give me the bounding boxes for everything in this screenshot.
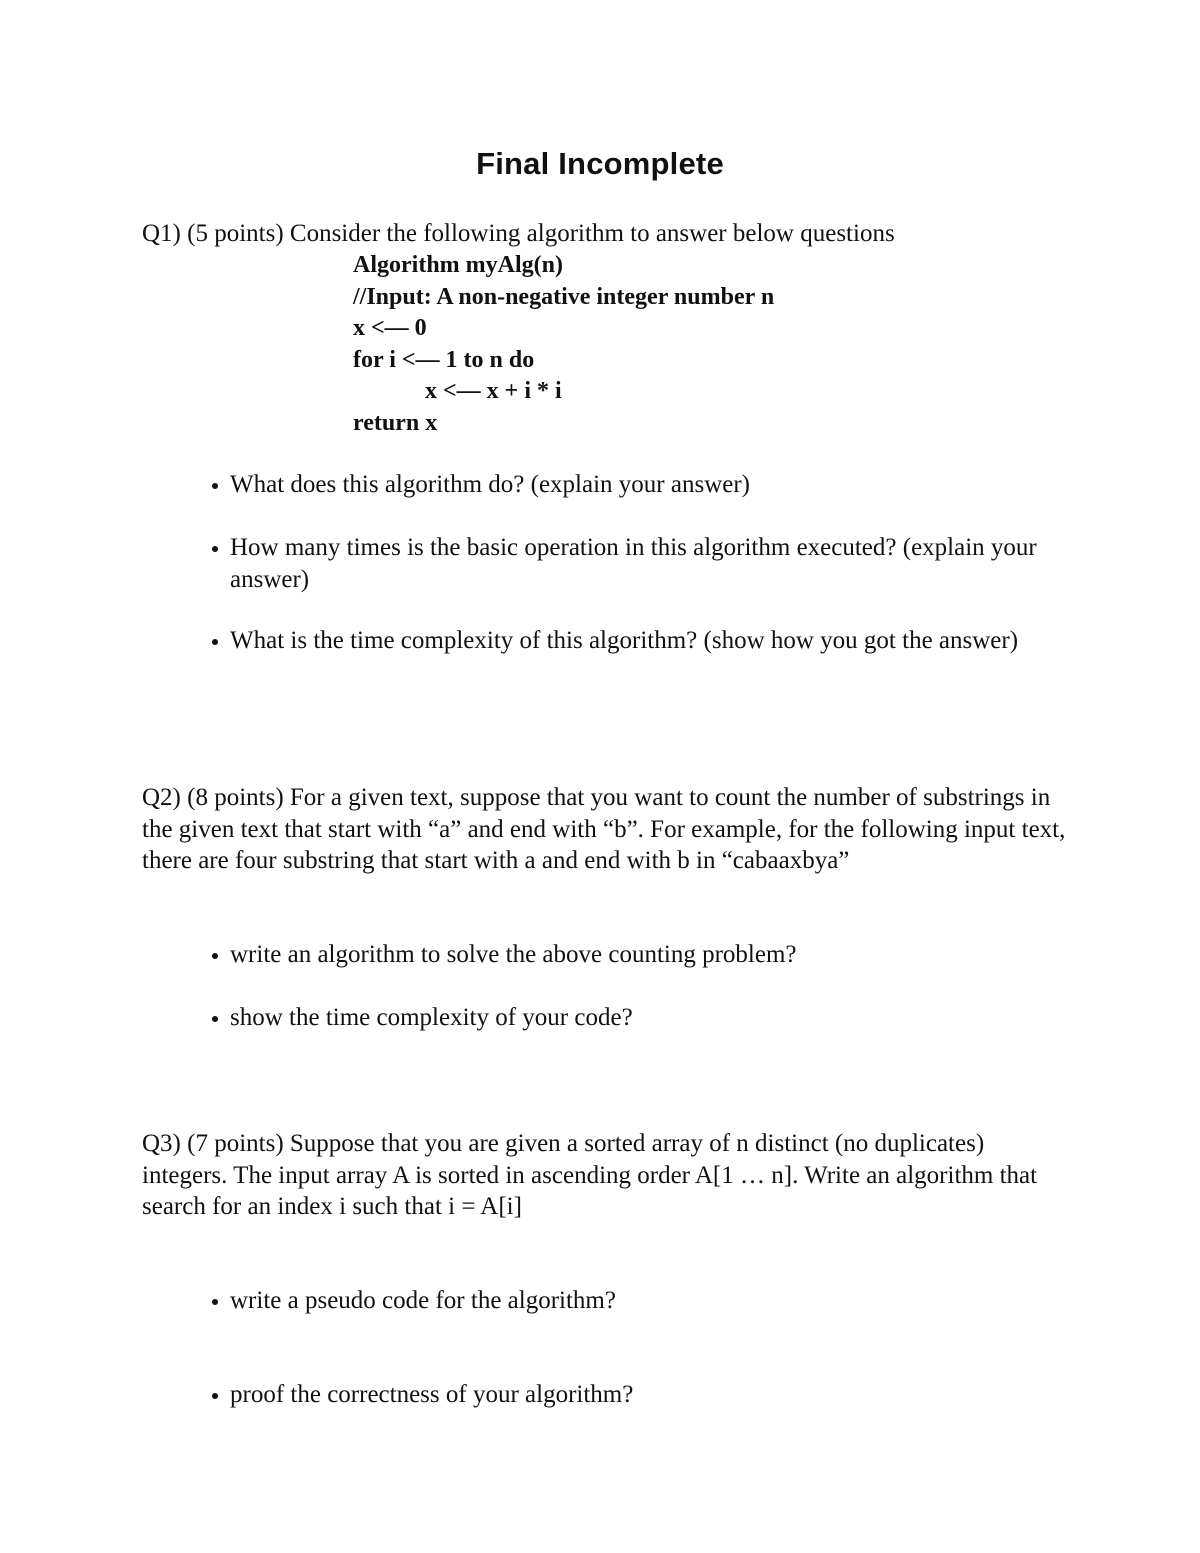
code-line: x <— x + i * i [425, 378, 562, 404]
q1-bullet [212, 625, 1072, 657]
bullet-text: What does this algorithm do? (explain your answer) [230, 471, 750, 498]
bullet-icon [212, 1393, 218, 1399]
bullet-text: How many times is the basic operation in this algorithm executed? (explain your answer) [230, 534, 1037, 593]
bullet-text: What is the time complexity of this algorithm? (show how you got the answer) [230, 627, 1019, 654]
q3-bullet [212, 1379, 1072, 1411]
q2-intro: Q2) (8 points) For a given text, suppose that you want to count the number of substrings in the given text that start with “a” and end with “b”. For example, for the following input text, there are four substring that start with a and end with b in “cabaaxbya” [142, 784, 1066, 874]
code-line: Algorithm myAlg(n) [353, 252, 563, 278]
code-line: return x [353, 409, 438, 436]
code-line: //Input: A non-negative integer number n [353, 283, 775, 310]
code-line: x <— 0 [353, 315, 427, 341]
q2-bullet [212, 939, 1072, 971]
bullet-icon [212, 639, 218, 645]
q3-bullet [212, 1285, 1072, 1317]
bullet-icon [212, 1299, 218, 1305]
page-title: Final Incomplete [476, 146, 724, 181]
q1-intro: Q1) (5 points) Consider the following algorithm to answer below questions [142, 220, 895, 247]
q2-bullet [212, 1002, 1072, 1034]
code-line: for i <— 1 to n do [353, 346, 535, 373]
q3-intro: Q3) (7 points) Suppose that you are given a sorted array of n distinct (no duplicates) integers. The input array A is sorted in ascending order A[1 … n]. Write an algorithm that search for an index i such that i = A[i] [142, 1130, 1038, 1220]
bullet-icon [212, 546, 218, 552]
q1-bullet [212, 532, 1072, 595]
bullet-icon [212, 1016, 218, 1022]
bullet-text: write an algorithm to solve the above counting problem? [230, 941, 797, 968]
q1-bullet [212, 469, 1072, 501]
bullet-icon [212, 483, 218, 489]
q1-code-block [353, 250, 1053, 439]
bullet-text: write a pseudo code for the algorithm? [230, 1287, 616, 1314]
bullet-icon [212, 953, 218, 959]
bullet-text: proof the correctness of your algorithm? [230, 1381, 634, 1408]
bullet-text: show the time complexity of your code? [230, 1004, 633, 1031]
